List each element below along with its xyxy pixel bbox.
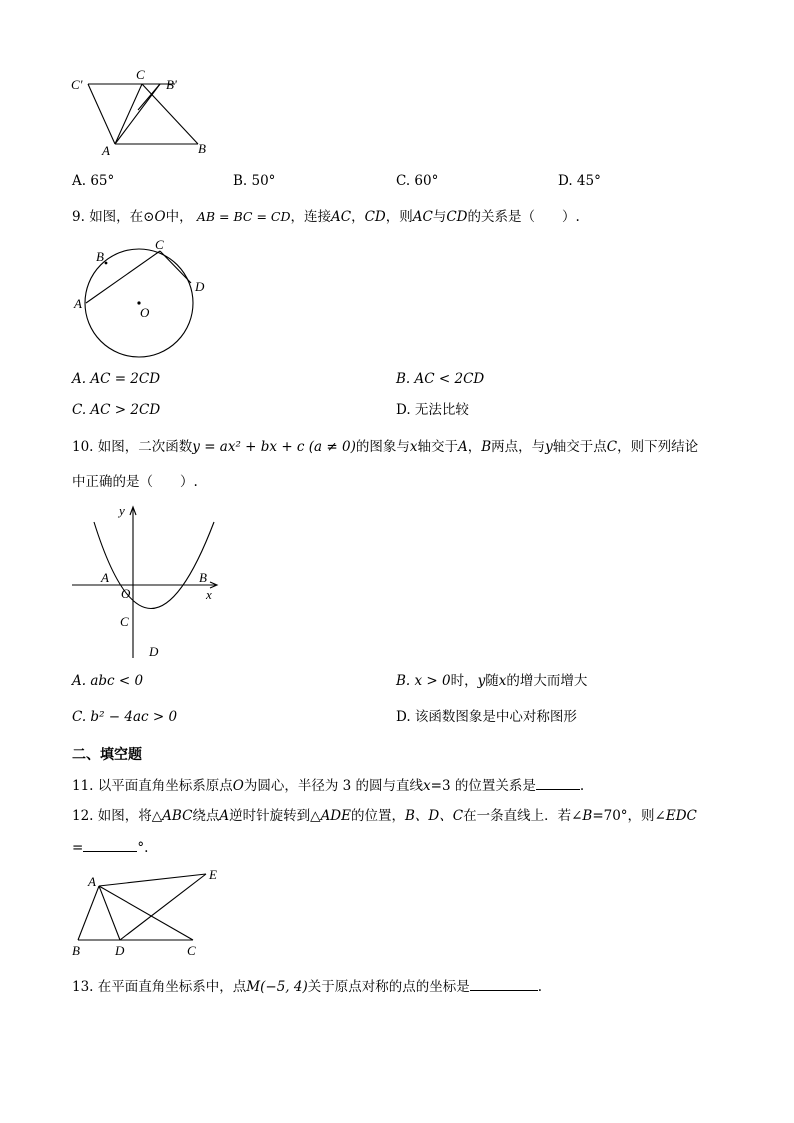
q12-label-a: A — [88, 874, 96, 889]
q10-label-x: x — [206, 587, 212, 602]
q10-stem-line1: 10. 如图，二次函数y = ax² + bx + c (a ≠ 0)的图象与x轴交于A，B两点，与y轴交于点C，则下列结论 — [72, 439, 699, 455]
q10-option-b: B. x > 0时，y随x的增大而增大 — [396, 673, 588, 689]
q10-option-a: A. abc < 0 — [72, 673, 144, 689]
q8-option-b: B. 50° — [233, 173, 276, 189]
q10-label-b: B — [199, 570, 207, 585]
q9-number: 9. — [72, 209, 85, 225]
q9-stem: 9. 如图，在⊙O中， AB = BC = CD，连接AC，CD，则AC与CD的关系是（ ）. — [72, 209, 580, 225]
q12-text-line1: 12. 如图，将△ABC绕点A逆时针旋转到△ADE的位置，B、D、C在一条直线上．若∠B=70°，则∠EDC — [72, 808, 697, 824]
q8-option-a: A. 65° — [72, 173, 115, 189]
q9-figure — [66, 236, 216, 364]
q8-option-c: C. 60° — [396, 173, 439, 189]
q8-figure — [60, 62, 220, 162]
q10-parabola — [94, 522, 214, 609]
q11-answer-blank[interactable] — [536, 777, 580, 790]
q9-label-o: O — [140, 305, 150, 320]
q8-label-cprime: C' — [71, 77, 83, 92]
q12-label-d: D — [115, 943, 125, 958]
q13-text: 13. 在平面直角坐标系中，点M(−5, 4)关于原点对称的点的坐标是 . — [72, 979, 543, 995]
q9-option-c: C. AC > 2CD — [72, 402, 161, 418]
q9-arc-equation: AB = BC = CD — [196, 209, 291, 224]
q9-option-a: A. AC = 2CD — [72, 371, 161, 387]
q10-label-a: A — [101, 570, 109, 585]
q9-option-b: B. AC < 2CD — [396, 371, 485, 387]
q9-label-c: C — [155, 237, 164, 252]
q10-label-o: O — [121, 586, 131, 601]
q12-text-line2: = °. — [72, 840, 149, 856]
q10-label-c: C — [120, 614, 129, 629]
q10-number: 10. — [72, 439, 94, 455]
q10-option-c: C. b² − 4ac > 0 — [72, 709, 178, 725]
q10-label-d: D — [149, 644, 159, 659]
q8-label-a: A — [102, 143, 110, 158]
q8-label-b: B — [198, 141, 206, 156]
q9-label-a: A — [74, 296, 82, 311]
q12-label-c: C — [187, 943, 196, 958]
q8-label-bprime: B' — [166, 77, 177, 92]
q12-answer-blank[interactable] — [83, 839, 137, 852]
q10-stem-line2: 中正确的是（ ）. — [72, 474, 198, 490]
q13-number: 13. — [72, 979, 94, 995]
q9-label-d: D — [195, 279, 205, 294]
q10-label-y: y — [119, 503, 125, 518]
q10-figure — [66, 500, 226, 662]
section-title: 二、填空题 — [72, 747, 142, 763]
q12-label-b: B — [72, 943, 80, 958]
q10-option-d: D. 该函数图象是中心对称图形 — [396, 709, 577, 725]
q12-label-e: E — [209, 867, 217, 882]
q8-option-d: D. 45° — [558, 173, 601, 189]
q11-number: 11. — [72, 778, 94, 794]
q8-label-c: C — [136, 67, 145, 82]
q13-answer-blank[interactable] — [470, 978, 538, 991]
q12-figure — [66, 864, 236, 960]
q9-option-d: D. 无法比较 — [396, 402, 469, 418]
q12-number: 12. — [72, 808, 94, 824]
q9-label-b: B — [96, 249, 104, 264]
q11-text: 11. 以平面直角坐标系原点O为圆心，半径为 3 的圆与直线x=3 的位置关系是 . — [72, 778, 585, 794]
q10-function: y = ax² + bx + c (a ≠ 0) — [192, 439, 356, 455]
